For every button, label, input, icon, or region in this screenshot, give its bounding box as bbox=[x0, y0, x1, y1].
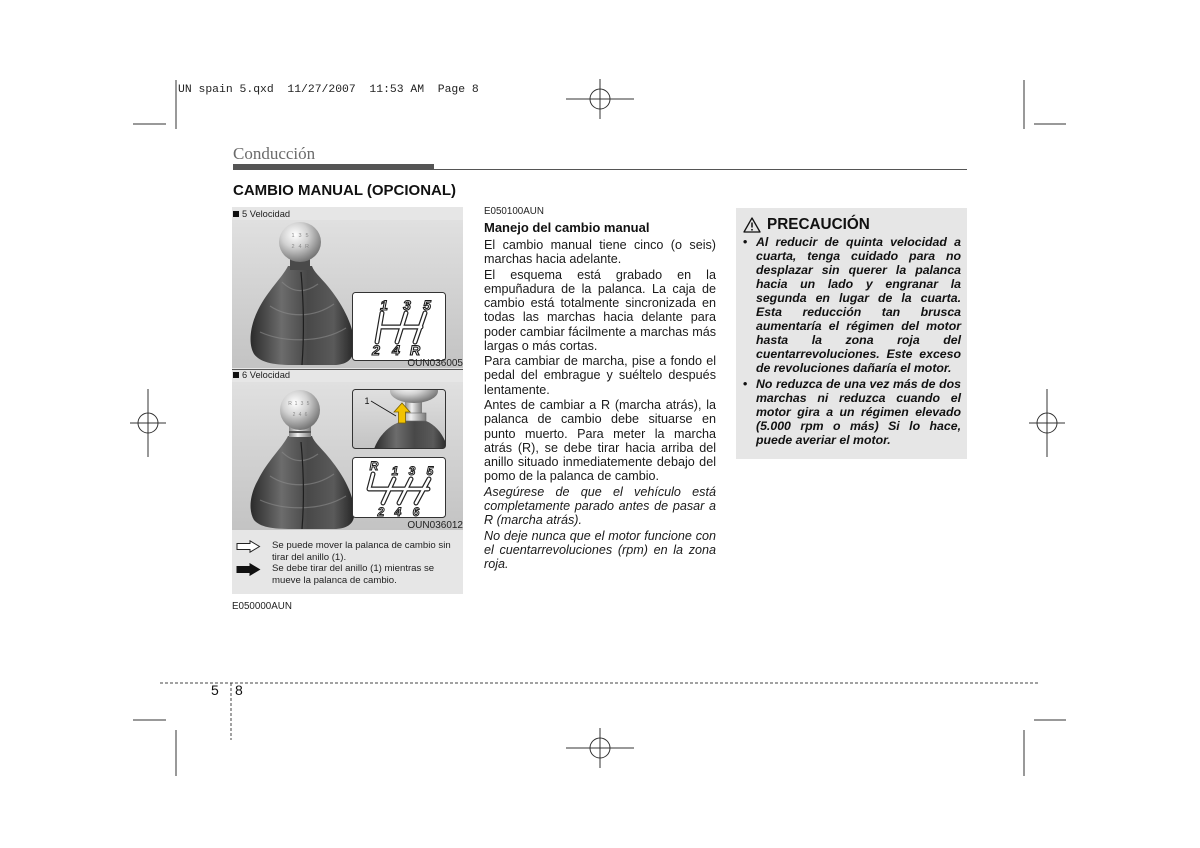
print-slug: UN spain 5.qxd 11/27/2007 11:53 AM Page 8 bbox=[178, 84, 479, 96]
six-speed-label: 6 Velocidad bbox=[232, 370, 290, 381]
five-speed-label: 5 Velocidad bbox=[232, 209, 290, 220]
svg-text:4: 4 bbox=[298, 412, 302, 418]
chapter-number: 5 bbox=[211, 682, 219, 698]
gear-label: 2 bbox=[377, 505, 385, 518]
caution-list bbox=[743, 235, 961, 447]
registration-mark-icon bbox=[566, 728, 634, 768]
section-title: Conducción bbox=[233, 144, 316, 163]
gear-label: R bbox=[369, 459, 379, 473]
gear-label: 1 bbox=[391, 464, 399, 478]
registration-mark-icon bbox=[566, 79, 634, 119]
gear-label: 2 bbox=[372, 342, 380, 358]
gear-label: 3 bbox=[408, 464, 416, 478]
section-reference-code: E050100AUN bbox=[484, 206, 544, 217]
svg-text:3: 3 bbox=[300, 401, 304, 407]
legend-text: Se debe tirar del anillo (1) mientras se mueve la palanca de cambio. bbox=[272, 563, 435, 586]
paragraph: Antes de cambiar a R (marcha atrás), la palanca de cambio debe situarse en punto muerto. Para meter la marcha atrás (R), se debe tirar hacia arriba del anillo situado inmediatemente debajo del pomo de la palanca de cambio. bbox=[484, 398, 716, 484]
italic-note: Asegúrese de que el vehículo está completamente parado antes de pasar a R (marcha atrás). bbox=[484, 484, 716, 528]
italic-note: No deje nunca que el motor funcione con el cuentarrevoluciones (rpm) en la zona roja. bbox=[484, 528, 716, 571]
section-heading: Manejo del cambio manual bbox=[484, 220, 650, 235]
gear-label: R bbox=[409, 342, 421, 358]
section-header-bar bbox=[233, 164, 434, 170]
body-text bbox=[484, 238, 716, 572]
registration-mark-icon bbox=[130, 389, 166, 457]
svg-text:6: 6 bbox=[304, 412, 308, 418]
page-number: 8 bbox=[235, 682, 243, 698]
paragraph: Para cambiar de marcha, pise a fondo el pedal del embrague y suéltelo después lentamente. bbox=[484, 354, 716, 397]
outline-arrow-icon bbox=[236, 540, 261, 553]
image-code: OUN036005 bbox=[407, 358, 463, 369]
caution-title: PRECAUCIÓN bbox=[767, 216, 870, 233]
gear-label: 4 bbox=[394, 505, 402, 518]
gear-label: 4 bbox=[392, 342, 400, 358]
page-title: CAMBIO MANUAL (OPCIONAL) bbox=[233, 182, 457, 199]
caution-item: • No reduzca de una vez más de dos marchas ni reduzca cuando el motor gira a un régimen elevado (5.000 rpm o más) Si lo hace, puede averiar el motor. bbox=[743, 377, 961, 447]
image-code: OUN036012 bbox=[407, 520, 463, 531]
section-header-rule bbox=[434, 169, 967, 171]
gear-label: 6 bbox=[412, 505, 420, 518]
gear-label: 5 bbox=[423, 297, 431, 313]
svg-text:1: 1 bbox=[294, 401, 298, 407]
svg-text:4: 4 bbox=[298, 244, 302, 250]
svg-text:5: 5 bbox=[305, 233, 309, 239]
five-speed-pattern-diagram bbox=[352, 292, 446, 361]
paragraph: El cambio manual tiene cinco (o seis) marchas hacia adelante. bbox=[484, 238, 716, 267]
svg-text:3: 3 bbox=[298, 233, 302, 239]
solid-arrow-icon bbox=[236, 563, 261, 576]
figure-reference-code: E050000AUN bbox=[232, 601, 292, 612]
six-speed-pattern-diagram bbox=[352, 457, 446, 518]
registration-mark-icon bbox=[1029, 389, 1065, 457]
shift-knob bbox=[280, 390, 320, 430]
paragraph: El esquema está grabado en la empuñadura de la palanca. La caja de cambio está totalmente sincronizada en todas las marchas hacia delante para poder cambiar fácilmente a marchas más largas o más cortas. bbox=[484, 267, 716, 353]
svg-text:R: R bbox=[305, 244, 309, 250]
ring-callout: 1 bbox=[364, 396, 370, 406]
legend-text: Se puede mover la palanca de cambio sin tirar del anillo (1). bbox=[272, 540, 451, 563]
svg-text:1: 1 bbox=[291, 233, 295, 239]
gear-label: 1 bbox=[380, 297, 388, 313]
gear-label: 3 bbox=[403, 297, 411, 313]
warning-triangle-icon bbox=[743, 217, 761, 233]
gear-label: 5 bbox=[426, 464, 434, 478]
reverse-ring-closeup bbox=[352, 389, 446, 449]
svg-text:2: 2 bbox=[292, 412, 296, 418]
svg-text:R: R bbox=[288, 401, 292, 407]
caution-item: • Al reducir de quinta velocidad a cuarta, tenga cuidado para no desplazar sin querer la palanca hacia un lado y engranar la segunda en lugar de la cuarta. Esta reducción tan brusca aumentaría el régimen del motor hasta la zona roja del cuentarrevoluciones. Este exceso de revoluciones dañaría el motor. bbox=[743, 235, 961, 375]
shift-knob bbox=[279, 222, 321, 262]
svg-text:2: 2 bbox=[291, 244, 295, 250]
svg-text:5: 5 bbox=[306, 401, 310, 407]
